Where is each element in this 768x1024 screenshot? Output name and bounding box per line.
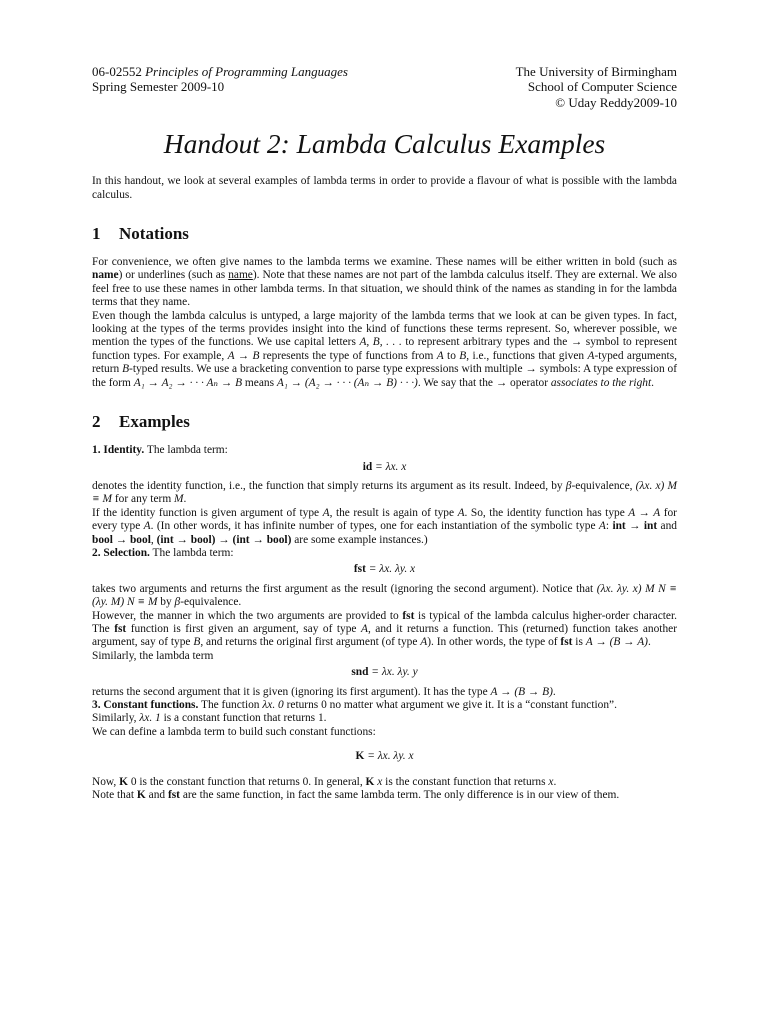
text: Similarly, xyxy=(92,712,140,725)
type-instance: bool → bool xyxy=(92,533,151,546)
example-2-paragraph-2 xyxy=(92,610,677,650)
course-code: 06-02552 xyxy=(92,64,142,79)
text: are some example instances.) xyxy=(291,533,428,546)
math: A xyxy=(587,349,595,362)
text: function is first given an argument, say of type xyxy=(126,622,361,635)
example-label: 3. Constant functions. xyxy=(92,699,199,711)
text: , and it returns a function. This (returned) function takes another argument, say of type xyxy=(92,622,677,649)
term-name: K xyxy=(119,775,128,788)
text: . xyxy=(651,376,655,389)
math: λx. 1 xyxy=(139,712,161,725)
document-page xyxy=(92,64,677,802)
text: is a constant function that returns 1. xyxy=(160,712,327,725)
notations-paragraph-2 xyxy=(92,310,677,390)
math: x xyxy=(374,775,383,788)
math: x xyxy=(548,775,554,788)
text: denotes the identity function, i.e., the function that simply returns its argument as its result. Indeed, by xyxy=(92,479,566,492)
math: A → A xyxy=(628,506,661,519)
page-header xyxy=(92,64,677,110)
math: A → B xyxy=(227,349,260,362)
term-name: fst xyxy=(167,789,180,802)
math: (λx. x) M ≡ M xyxy=(92,479,677,506)
text: , the result is again of type xyxy=(329,506,458,519)
course-line xyxy=(92,64,348,79)
text: -typed results. We use a bracketing convention to parse type expressions with multiple → symbols: A type expression of the form xyxy=(92,363,677,389)
example-1-paragraph-2 xyxy=(92,507,677,547)
copyright: © Uday Reddy2009-10 xyxy=(555,94,677,110)
math: β xyxy=(174,596,181,609)
math: A xyxy=(420,636,428,649)
text: -equivalence. xyxy=(180,596,242,609)
text: and xyxy=(145,789,168,802)
text: . We say that the → operator xyxy=(417,376,551,389)
math: A, B, . . . xyxy=(359,336,402,349)
math: A xyxy=(598,520,606,533)
math: A xyxy=(360,622,368,635)
text: represents the type of functions from xyxy=(259,349,437,362)
text: returns the second argument that it is given (ignoring its first argument). It has the type xyxy=(92,685,491,698)
example-2-lead xyxy=(92,547,677,560)
text: is xyxy=(572,636,586,649)
math: B xyxy=(122,363,130,376)
text: . xyxy=(552,685,556,698)
math: A₁ → A₂ → · · · Aₙ → B xyxy=(133,376,243,389)
example-3-paragraph-5 xyxy=(92,789,677,802)
math: A xyxy=(322,506,330,519)
text: by xyxy=(157,596,175,609)
term-name: K xyxy=(355,750,365,763)
math: A xyxy=(143,520,151,533)
text: . So, the identity function has type xyxy=(464,506,629,519)
example-3-lead xyxy=(92,699,677,712)
example-1-paragraph-1 xyxy=(92,480,677,507)
text: Now, xyxy=(92,775,120,788)
id-definition xyxy=(92,461,677,474)
example-3-paragraph-4 xyxy=(92,776,677,789)
example-label: 2. Selection. xyxy=(92,546,150,559)
term-name: fst xyxy=(114,622,127,635)
text: means xyxy=(242,376,277,389)
example-1-lead xyxy=(92,444,677,457)
text: . xyxy=(183,493,187,506)
math: A → (B → A) xyxy=(585,636,648,649)
text: is typical of the lambda calculus higher-order character. The xyxy=(92,609,677,635)
underlined-name-example: name xyxy=(228,269,253,282)
text: to xyxy=(443,349,460,362)
section-heading-notations xyxy=(92,224,677,244)
math: B xyxy=(193,636,201,649)
math: = λx. λy. y xyxy=(368,666,418,679)
math: β xyxy=(565,479,572,492)
text: ) or underlines (such as xyxy=(118,269,229,282)
math: B xyxy=(459,349,467,362)
math: = λx. x xyxy=(372,460,407,473)
math: λx. 0 xyxy=(262,699,284,711)
intro-paragraph: In this handout, we look at several examples of lambda terms in order to provide a flavour of what is possible with the lambda calculus. xyxy=(92,175,677,201)
text: 0 is the constant function that returns 0. In general, xyxy=(127,775,366,788)
text: . xyxy=(647,636,651,649)
notations-paragraph-1 xyxy=(92,256,677,310)
text: returns 0 no matter what argument we give it. It is a “constant function”. xyxy=(283,699,617,711)
text: The function xyxy=(198,699,263,711)
course-name: Principles of Programming Languages xyxy=(145,64,348,79)
text: and xyxy=(657,520,677,533)
bold-name-example: name xyxy=(92,269,119,282)
text: to represent arbitrary types and the → symbol to represent function types. For example, xyxy=(92,336,678,362)
section-heading-examples xyxy=(92,412,677,432)
term-name: K xyxy=(365,775,375,788)
example-3-paragraph-2 xyxy=(92,712,677,725)
document-title: Handout 2: Lambda Calculus Examples xyxy=(163,128,606,160)
text: ). Note that these names are not part of the lambda calculus itself. They are external. We also feel free to use these names in other lambda terms. In that situation, we should think of the names as standing in for the lambda terms that they name. xyxy=(92,269,677,309)
text: for any term xyxy=(112,493,175,506)
emphasis: associates to the right xyxy=(550,376,652,389)
text: , xyxy=(150,533,157,546)
text: for every type xyxy=(92,506,677,533)
text: Note that xyxy=(92,789,137,802)
math: A → (B → B) xyxy=(490,685,553,698)
example-2-paragraph-4 xyxy=(92,686,677,699)
header-right xyxy=(516,64,677,110)
text: Even though the lambda calculus is untyped, a large majority of the lambda terms that we look at can be given types. In fact, looking at the types of the terms provides insight into the kind of functions these terms represent. So, wherever possible, we mention the types of the functions. We use capital letters xyxy=(92,309,677,349)
math: = λx. λy. x xyxy=(365,563,416,576)
text: is the constant function that returns xyxy=(382,775,549,788)
header-left xyxy=(92,64,348,110)
snd-definition xyxy=(92,666,677,679)
text: . (In other words, it has infinite number of types, one for each instantiation of the symbolic type xyxy=(150,520,599,533)
text: , i.e., functions that given xyxy=(466,349,588,362)
section-title: Notations xyxy=(119,224,189,244)
math: (λx. λy. x) M N ≡ (λy. M) N ≡ M xyxy=(92,582,677,609)
text: are the same function, in fact the same lambda term. The only difference is in our view of them. xyxy=(179,789,620,802)
semester: Spring Semester 2009-10 xyxy=(92,79,225,95)
math: A xyxy=(457,506,465,519)
text: takes two arguments and returns the first argument as the result (ignoring the second argument). Notice that xyxy=(92,582,597,595)
math: = λx. λy. x xyxy=(364,750,414,763)
text: However, the manner in which the two arguments are provided to xyxy=(92,609,403,622)
term-name: K xyxy=(136,789,146,802)
term-name: fst xyxy=(560,636,573,649)
k-definition xyxy=(92,750,677,763)
school: School of Computer Science xyxy=(527,79,677,95)
text: The lambda term: xyxy=(149,546,234,559)
text: : xyxy=(605,520,613,533)
text: . xyxy=(553,775,557,788)
math: A₁ → (A₂ → · · · (Aₙ → B) · · ·) xyxy=(276,376,418,389)
example-3-paragraph-3: We can define a lambda term to build such constant functions: xyxy=(92,725,376,738)
type-instance: (int → bool) → (int → bool) xyxy=(156,533,292,546)
text: For convenience, we often give names to the lambda terms we examine. These names will be either written in bold (such as xyxy=(92,256,677,269)
math: A xyxy=(436,349,444,362)
section-number: 1 xyxy=(92,224,101,244)
term-name: id xyxy=(362,460,373,473)
term-name: fst xyxy=(353,563,366,576)
text: The lambda term: xyxy=(144,444,228,457)
math: M xyxy=(174,493,184,506)
term-name: fst xyxy=(402,609,415,622)
text: , and returns the original first argument (of type xyxy=(200,636,421,649)
text: If the identity function is given argument of type xyxy=(92,506,323,519)
term-name: snd xyxy=(351,666,369,679)
example-2-paragraph-3: Similarly, the lambda term xyxy=(92,649,214,662)
text: ). In other words, the type of xyxy=(427,636,561,649)
section-title: Examples xyxy=(119,412,190,432)
text: -typed arguments, return xyxy=(92,349,677,376)
type-instance: int → int xyxy=(612,520,658,533)
text: -equivalence, xyxy=(571,479,636,492)
fst-definition xyxy=(92,563,677,576)
university: The University of Birmingham xyxy=(515,64,677,79)
example-2-paragraph-1 xyxy=(92,583,677,610)
example-label: 1. Identity. xyxy=(92,444,145,457)
section-number: 2 xyxy=(92,412,101,432)
